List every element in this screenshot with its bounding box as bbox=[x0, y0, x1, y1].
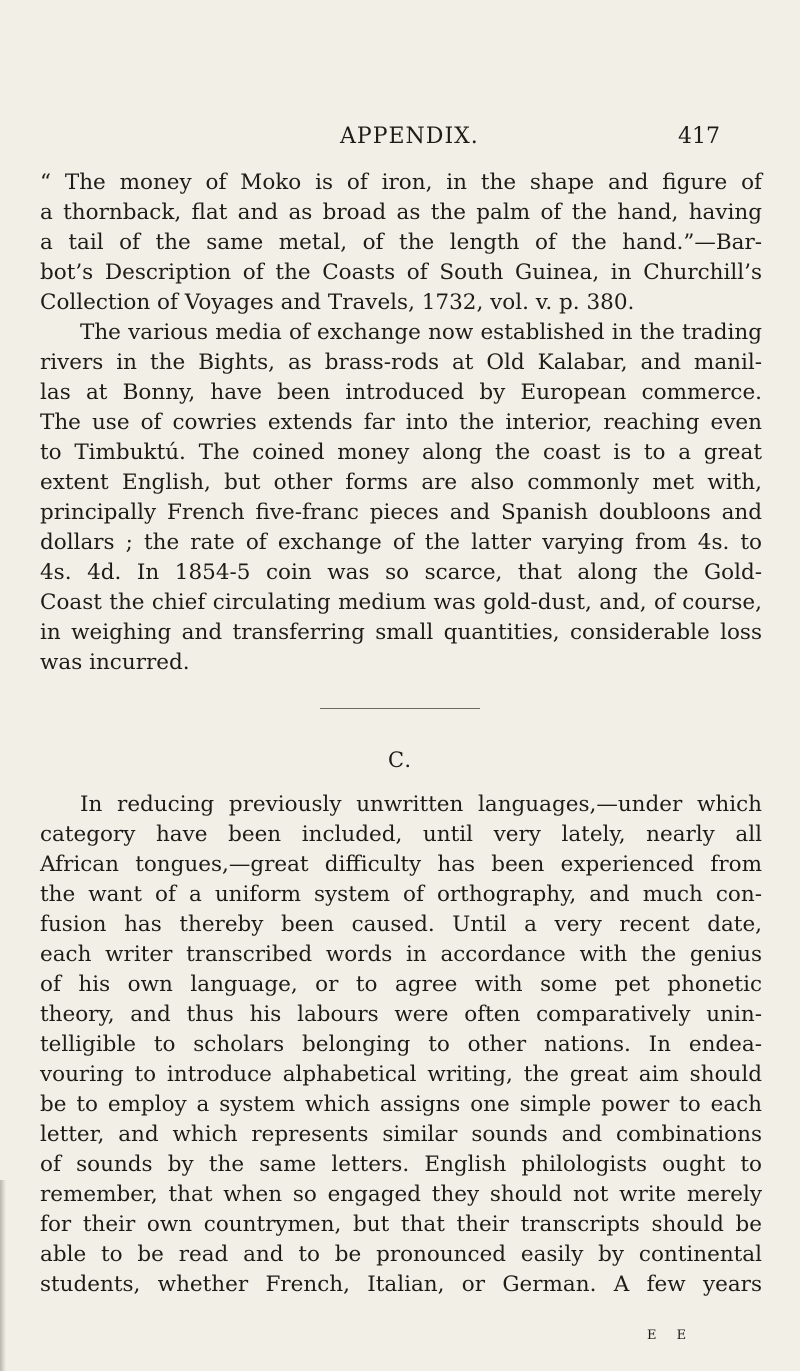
text-line: remember, that when so engaged they should not write merely bbox=[40, 1182, 762, 1207]
page-edge-shadow bbox=[0, 1180, 6, 1371]
text-line: each writer transcribed words in accordance with the genius bbox=[40, 942, 762, 967]
text-line: students, whether French, Italian, or German. A few years bbox=[40, 1272, 762, 1297]
text-line: for their own countrymen, but that their transcripts should be bbox=[40, 1212, 762, 1237]
text-line: a tail of the same metal, of the length of the hand.”—Bar- bbox=[40, 230, 762, 255]
text-line: category have been included, until very lately, nearly all bbox=[40, 822, 762, 847]
text-line: The use of cowries extends far into the interior, reaching even bbox=[40, 410, 762, 435]
text-line: vouring to introduce alphabetical writing, the great aim should bbox=[40, 1062, 762, 1087]
text-line: The various media of exchange now established in the trading bbox=[80, 320, 762, 345]
text-line: Coast the chief circulating medium was gold-dust, and, of course, bbox=[40, 590, 762, 615]
text-line: Collection of Voyages and Travels, 1732, vol. v. p. 380. bbox=[40, 290, 635, 315]
text-line: to Timbuktú. The coined money along the coast is to a great bbox=[40, 440, 762, 465]
text-line: was incurred. bbox=[40, 650, 190, 675]
section-divider bbox=[320, 708, 480, 709]
text-line: bot’s Description of the Coasts of South Guinea, in Churchill’s bbox=[40, 260, 762, 285]
text-line: rivers in the Bights, as brass-rods at Old Kalabar, and manil- bbox=[40, 350, 762, 375]
text-line: telligible to scholars belonging to other nations. In endea- bbox=[40, 1032, 762, 1057]
text-line: of sounds by the same letters. English philologists ought to bbox=[40, 1152, 762, 1177]
running-head bbox=[0, 124, 800, 154]
text-line: 4s. 4d. In 1854-5 coin was so scarce, that along the Gold- bbox=[40, 560, 762, 585]
text-line: the want of a uniform system of orthography, and much con- bbox=[40, 882, 762, 907]
section-heading: C. bbox=[388, 748, 412, 772]
text-line: principally French five-franc pieces and Spanish doubloons and bbox=[40, 500, 762, 525]
signature-mark: E E bbox=[647, 1328, 695, 1343]
text-line: African tongues,—great difficulty has been experienced from bbox=[40, 852, 762, 877]
text-line: “ The money of Moko is of iron, in the shape and figure of bbox=[40, 170, 762, 195]
text-line: in weighing and transferring small quantities, considerable loss bbox=[40, 620, 762, 645]
text-line: a thornback, flat and as broad as the palm of the hand, having bbox=[40, 200, 762, 225]
section-c-text bbox=[40, 790, 762, 1300]
page-number: 417 bbox=[678, 124, 720, 149]
text-line: of his own language, or to agree with some pet phonetic bbox=[40, 972, 762, 997]
text-line: dollars ; the rate of exchange of the latter varying from 4s. to bbox=[40, 530, 762, 555]
text-line: able to be read and to be pronounced easily by continental bbox=[40, 1242, 762, 1267]
running-title: APPENDIX. bbox=[340, 124, 479, 149]
text-line: be to employ a system which assigns one simple power to each bbox=[40, 1092, 762, 1117]
text-line: letter, and which represents similar sounds and combinations bbox=[40, 1122, 762, 1147]
text-line: In reducing previously unwritten languages,—under which bbox=[80, 792, 762, 817]
text-line: fusion has thereby been caused. Until a very recent date, bbox=[40, 912, 762, 937]
text-line: las at Bonny, have been introduced by European commerce. bbox=[40, 380, 762, 405]
section-a-text bbox=[40, 168, 762, 678]
text-line: extent English, but other forms are also commonly met with, bbox=[40, 470, 762, 495]
text-line: theory, and thus his labours were often comparatively unin- bbox=[40, 1002, 762, 1027]
